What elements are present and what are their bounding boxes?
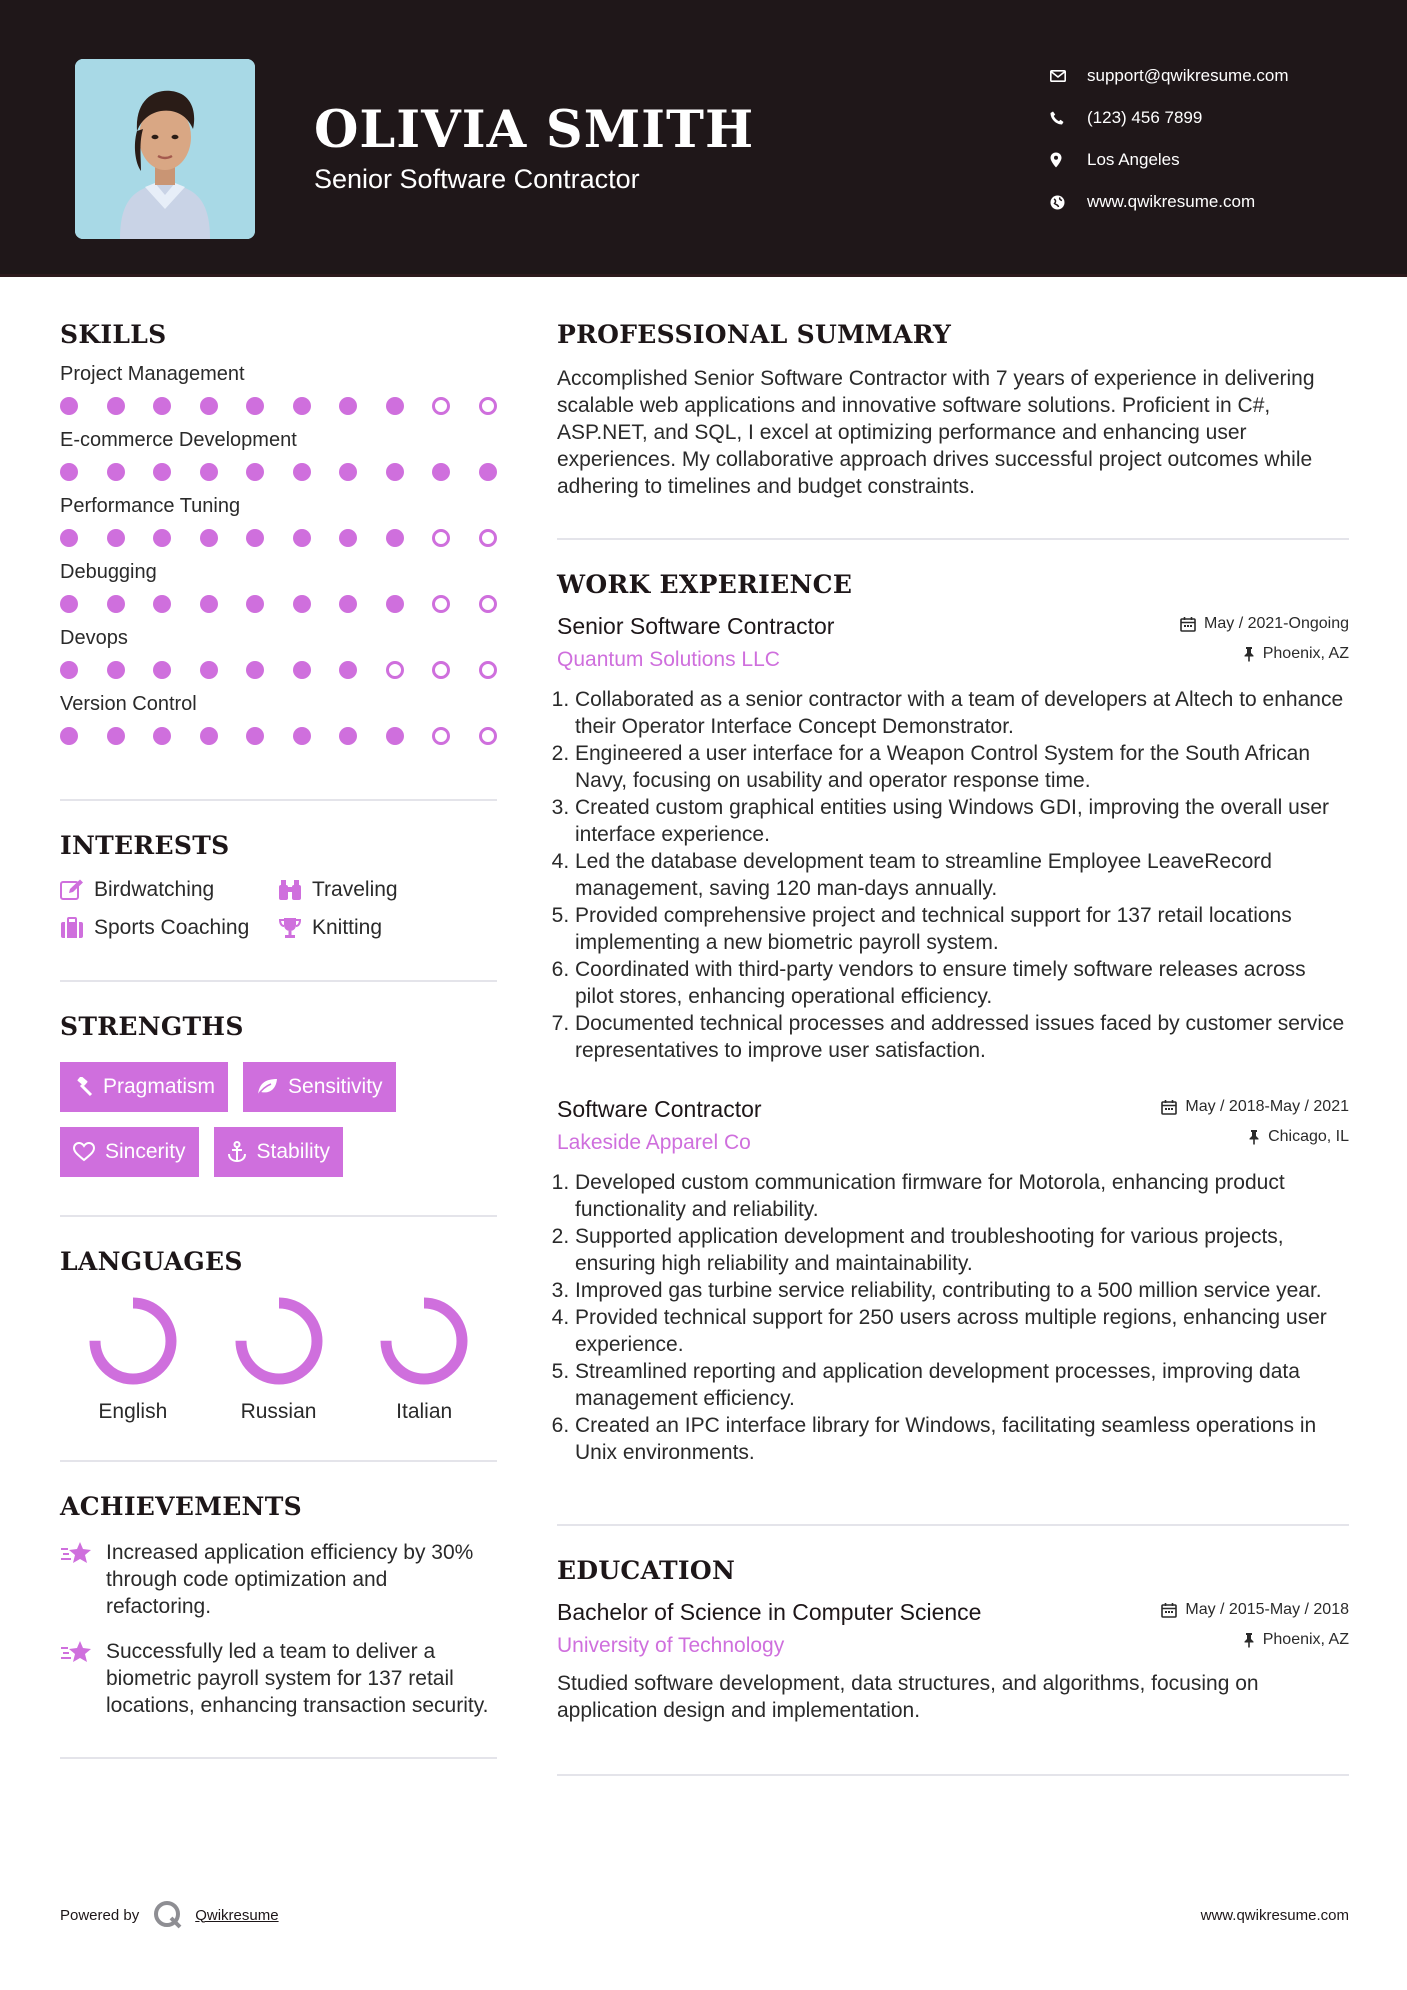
interest-item	[60, 878, 278, 902]
achievement-item	[60, 1638, 497, 1719]
page-footer	[60, 1900, 1349, 1930]
skill-name: Debugging	[60, 561, 157, 583]
achievement-text: Increased application efficiency by 30% through code optimization and refactoring.	[106, 1541, 474, 1618]
skill-name: Project Management	[60, 363, 245, 385]
resume-header	[0, 0, 1407, 277]
pushpin-icon	[1248, 1129, 1260, 1145]
interest-label: Knitting	[312, 916, 383, 939]
skill-rating	[60, 727, 497, 745]
education-entry	[557, 1599, 1349, 1724]
interest-label: Traveling	[312, 878, 398, 901]
briefcase-icon	[60, 917, 84, 939]
job-location	[1180, 645, 1349, 663]
rating-dot-filled	[246, 661, 264, 679]
contact-location	[1050, 139, 1380, 181]
strength-badge	[60, 1062, 228, 1112]
skill-rating	[60, 463, 497, 481]
section-divider	[557, 1774, 1349, 1776]
skill-name: Version Control	[60, 693, 197, 715]
calendar-icon	[1161, 1099, 1177, 1115]
strength-label: Pragmatism	[103, 1075, 216, 1098]
interest-label: Birdwatching	[94, 878, 215, 901]
rating-dot-empty	[432, 529, 450, 547]
contact-website[interactable]	[1050, 181, 1380, 223]
section-divider	[60, 1757, 497, 1759]
job-title: Senior Software Contractor	[557, 613, 835, 639]
strength-label: Sincerity	[105, 1140, 186, 1163]
education-description: Studied software development, data structures, and algorithms, focusing on application design and implementation.	[557, 1672, 1259, 1722]
rating-dot-empty	[432, 397, 450, 415]
rating-dot-filled	[200, 595, 218, 613]
responsibility-item: 6. Coordinated with third-party vendors to ensure timely software releases across pilot stores, enhancing operational efficiency.	[575, 956, 1349, 1010]
skill-rating	[60, 595, 497, 613]
language-item	[351, 1296, 497, 1424]
trophy-icon	[278, 917, 302, 939]
rating-dot-filled	[107, 463, 125, 481]
rating-dot-empty	[479, 397, 497, 415]
language-label: Russian	[240, 1400, 317, 1423]
responsibility-item: 6. Created an IPC interface library for Windows, facilitating seamless operations in Unix environments.	[575, 1412, 1349, 1466]
school-name: University of Technology	[557, 1634, 785, 1657]
candidate-name: OLIVIA SMITH	[314, 100, 755, 160]
languages-heading: LANGUAGES	[60, 1247, 243, 1276]
rating-dot-filled	[479, 463, 497, 481]
leaf-icon	[256, 1077, 278, 1097]
binoculars-icon	[278, 879, 302, 901]
job-dates	[1180, 615, 1349, 633]
achievements-heading: ACHIEVEMENTS	[60, 1492, 302, 1521]
section-divider	[557, 538, 1349, 540]
rating-dot-filled	[432, 463, 450, 481]
language-label: English	[98, 1400, 168, 1423]
shooting-star-icon	[60, 1541, 92, 1565]
rating-dot-empty	[479, 661, 497, 679]
envelope-icon	[1050, 70, 1087, 82]
skill-rating	[60, 529, 497, 547]
job-location-text: Phoenix, AZ	[1262, 645, 1349, 662]
rating-dot-empty	[432, 727, 450, 745]
contact-email[interactable]	[1050, 55, 1380, 97]
rating-dot-filled	[60, 463, 78, 481]
contact-location-text: Los Angeles	[1087, 150, 1180, 169]
job-responsibilities	[557, 686, 1349, 1064]
language-level-ring	[379, 1296, 469, 1386]
education-location-text: Phoenix, AZ	[1262, 1631, 1349, 1648]
left-column	[60, 320, 497, 1759]
rating-dot-filled	[200, 463, 218, 481]
rating-dot-filled	[246, 397, 264, 415]
rating-dot-filled	[153, 727, 171, 745]
responsibility-item: 1. Developed custom communication firmware for Motorola, enhancing product functionality and reliability.	[575, 1169, 1349, 1223]
experience-heading: WORK EXPERIENCE	[557, 570, 853, 599]
language-item	[60, 1296, 206, 1424]
interests-list	[60, 878, 497, 940]
heart-icon	[73, 1142, 95, 1162]
rating-dot-filled	[153, 397, 171, 415]
achievement-item	[60, 1539, 497, 1620]
achievement-text: Successfully led a team to deliver a biometric payroll system for 137 retail locations, enhancing transaction security.	[106, 1640, 489, 1717]
summary-heading: PROFESSIONAL SUMMARY	[557, 320, 952, 349]
candidate-title: Senior Software Contractor	[314, 164, 640, 194]
skill-name: Performance Tuning	[60, 495, 241, 517]
skills-list	[60, 363, 497, 745]
profile-photo	[75, 59, 255, 239]
brand-link[interactable]: Qwikresume	[195, 1906, 279, 1924]
shooting-star-icon	[60, 1640, 92, 1664]
contact-email-text: support@qwikresume.com	[1087, 66, 1289, 85]
responsibility-item: 5. Streamlined reporting and application development processes, improving data management efficiency.	[575, 1358, 1349, 1412]
job-location-text: Chicago, IL	[1268, 1128, 1349, 1145]
job-dates	[1161, 1098, 1349, 1116]
languages-list	[60, 1296, 497, 1424]
contact-phone-text: (123) 456 7899	[1087, 108, 1203, 127]
strength-badge	[214, 1127, 344, 1177]
portrait-image	[75, 59, 255, 239]
language-item	[206, 1296, 352, 1424]
rating-dot-filled	[60, 727, 78, 745]
rating-dot-empty	[479, 595, 497, 613]
summary-text: Accomplished Senior Software Contractor with 7 years of experience in delivering scalable web applications and innovative software solutions. Proficient in C#, ASP.NET, and SQL, I excel at optimizing performance and enhancing user experiences. My collaborative approach drives successful project outcomes while adhering to timelines and budget constraints.	[557, 367, 1315, 498]
rating-dot-filled	[200, 529, 218, 547]
responsibility-item: 3. Created custom graphical entities using Windows GDI, improving the overall user interface experience.	[575, 794, 1349, 848]
rating-dot-filled	[339, 529, 357, 547]
responsibility-item: 1. Collaborated as a senior contractor with a team of developers at Altech to enhance their Operator Interface Concept Demonstrator.	[575, 686, 1349, 740]
job-responsibilities	[557, 1169, 1349, 1466]
rating-dot-filled	[60, 529, 78, 547]
interest-item	[278, 916, 497, 940]
language-level-arc	[95, 1303, 171, 1379]
rating-dot-filled	[386, 727, 404, 745]
rating-dot-filled	[200, 727, 218, 745]
company-name: Quantum Solutions LLC	[557, 648, 780, 671]
rating-dot-filled	[60, 397, 78, 415]
contact-website-text: www.qwikresume.com	[1087, 192, 1256, 211]
education-location	[1161, 1631, 1349, 1649]
footer-website[interactable]: www.qwikresume.com	[1200, 1906, 1349, 1924]
interest-item	[278, 878, 497, 902]
rating-dot-filled	[339, 397, 357, 415]
rating-dot-filled	[386, 595, 404, 613]
skill-rating	[60, 661, 497, 679]
rating-dot-filled	[339, 595, 357, 613]
language-level-arc	[241, 1303, 317, 1379]
rating-dot-filled	[339, 463, 357, 481]
job-dates-text: May / 2021-Ongoing	[1204, 615, 1349, 632]
globe-icon	[1050, 195, 1087, 210]
strength-badge	[243, 1062, 396, 1112]
rating-dot-filled	[200, 661, 218, 679]
rating-dot-filled	[293, 529, 311, 547]
responsibility-item: 4. Led the database development team to streamline Employee LeaveRecord management, saving 120 man-days annually.	[575, 848, 1349, 902]
rating-dot-filled	[60, 595, 78, 613]
rating-dot-filled	[107, 595, 125, 613]
rating-dot-filled	[153, 661, 171, 679]
rating-dot-filled	[339, 727, 357, 745]
responsibility-item: 2. Engineered a user interface for a Weapon Control System for the South African Navy, focusing on usability and operator response time.	[575, 740, 1349, 794]
section-divider	[60, 1460, 497, 1462]
skill-name: E-commerce Development	[60, 429, 297, 451]
interest-label: Sports Coaching	[94, 916, 250, 939]
job-entry	[557, 613, 1349, 1064]
rating-dot-filled	[339, 661, 357, 679]
rating-dot-filled	[293, 727, 311, 745]
rating-dot-filled	[386, 463, 404, 481]
company-name: Lakeside Apparel Co	[557, 1131, 751, 1154]
section-divider	[60, 980, 497, 982]
rating-dot-empty	[386, 661, 404, 679]
section-divider	[60, 799, 497, 801]
rating-dot-filled	[153, 463, 171, 481]
education-heading: EDUCATION	[557, 1556, 736, 1585]
responsibility-item: 2. Supported application development and troubleshooting for various projects, ensuring high reliability and maintainability.	[575, 1223, 1349, 1277]
qwikresume-logo-icon	[153, 1900, 183, 1930]
strengths-list	[60, 1062, 497, 1177]
interest-item	[60, 916, 278, 940]
rating-dot-filled	[246, 595, 264, 613]
powered-by-label: Powered by	[60, 1906, 140, 1924]
responsibility-item: 3. Improved gas turbine service reliability, contributing to a 500 million service year.	[575, 1277, 1349, 1304]
rating-dot-filled	[293, 661, 311, 679]
rating-dot-filled	[293, 595, 311, 613]
language-level-ring	[88, 1296, 178, 1386]
rating-dot-filled	[60, 661, 78, 679]
rating-dot-filled	[200, 397, 218, 415]
gavel-icon	[73, 1077, 93, 1097]
job-location	[1161, 1128, 1349, 1146]
anchor-icon	[227, 1141, 247, 1163]
rating-dot-filled	[386, 529, 404, 547]
rating-dot-empty	[432, 661, 450, 679]
calendar-icon	[1161, 1602, 1177, 1618]
powered-by	[60, 1900, 279, 1930]
responsibility-item: 5. Provided comprehensive project and technical support for 137 retail locations implementing a new biometric payroll system.	[575, 902, 1349, 956]
contact-phone[interactable]	[1050, 97, 1380, 139]
degree-title: Bachelor of Science in Computer Science	[557, 1599, 982, 1625]
skill-name: Devops	[60, 627, 128, 649]
rating-dot-empty	[479, 529, 497, 547]
right-column	[557, 320, 1349, 1776]
strength-label: Sensitivity	[288, 1075, 383, 1098]
pencil-icon	[60, 879, 84, 901]
rating-dot-filled	[107, 397, 125, 415]
section-divider	[60, 1215, 497, 1217]
rating-dot-filled	[153, 595, 171, 613]
responsibility-item: 7. Documented technical processes and addressed issues faced by customer service representatives to improve user satisfaction.	[575, 1010, 1349, 1064]
calendar-icon	[1180, 616, 1196, 632]
job-dates-text: May / 2018-May / 2021	[1185, 1098, 1349, 1115]
rating-dot-filled	[153, 529, 171, 547]
map-pin-icon	[1050, 152, 1087, 168]
job-title: Software Contractor	[557, 1096, 762, 1122]
skill-rating	[60, 397, 497, 415]
rating-dot-empty	[479, 727, 497, 745]
language-level-arc	[386, 1303, 462, 1379]
section-divider	[557, 1524, 1349, 1526]
rating-dot-filled	[107, 727, 125, 745]
responsibility-item: 4. Provided technical support for 250 users across multiple regions, enhancing user experience.	[575, 1304, 1349, 1358]
language-level-ring	[234, 1296, 324, 1386]
education-dates	[1161, 1601, 1349, 1619]
phone-icon	[1050, 111, 1087, 125]
rating-dot-filled	[107, 661, 125, 679]
rating-dot-filled	[246, 529, 264, 547]
rating-dot-filled	[246, 727, 264, 745]
language-label: Italian	[396, 1400, 453, 1423]
contact-list	[1050, 55, 1380, 223]
strengths-heading: STRENGTHS	[60, 1012, 244, 1041]
education-dates-text: May / 2015-May / 2018	[1185, 1601, 1349, 1618]
pushpin-icon	[1243, 1632, 1255, 1648]
job-entry	[557, 1096, 1349, 1466]
rating-dot-filled	[386, 397, 404, 415]
rating-dot-filled	[246, 463, 264, 481]
rating-dot-filled	[293, 463, 311, 481]
rating-dot-empty	[432, 595, 450, 613]
rating-dot-filled	[107, 529, 125, 547]
strength-badge	[60, 1127, 199, 1177]
strength-label: Stability	[256, 1140, 331, 1163]
pushpin-icon	[1243, 646, 1255, 662]
rating-dot-filled	[293, 397, 311, 415]
interests-heading: INTERESTS	[60, 831, 230, 860]
skills-heading: SKILLS	[60, 320, 167, 349]
